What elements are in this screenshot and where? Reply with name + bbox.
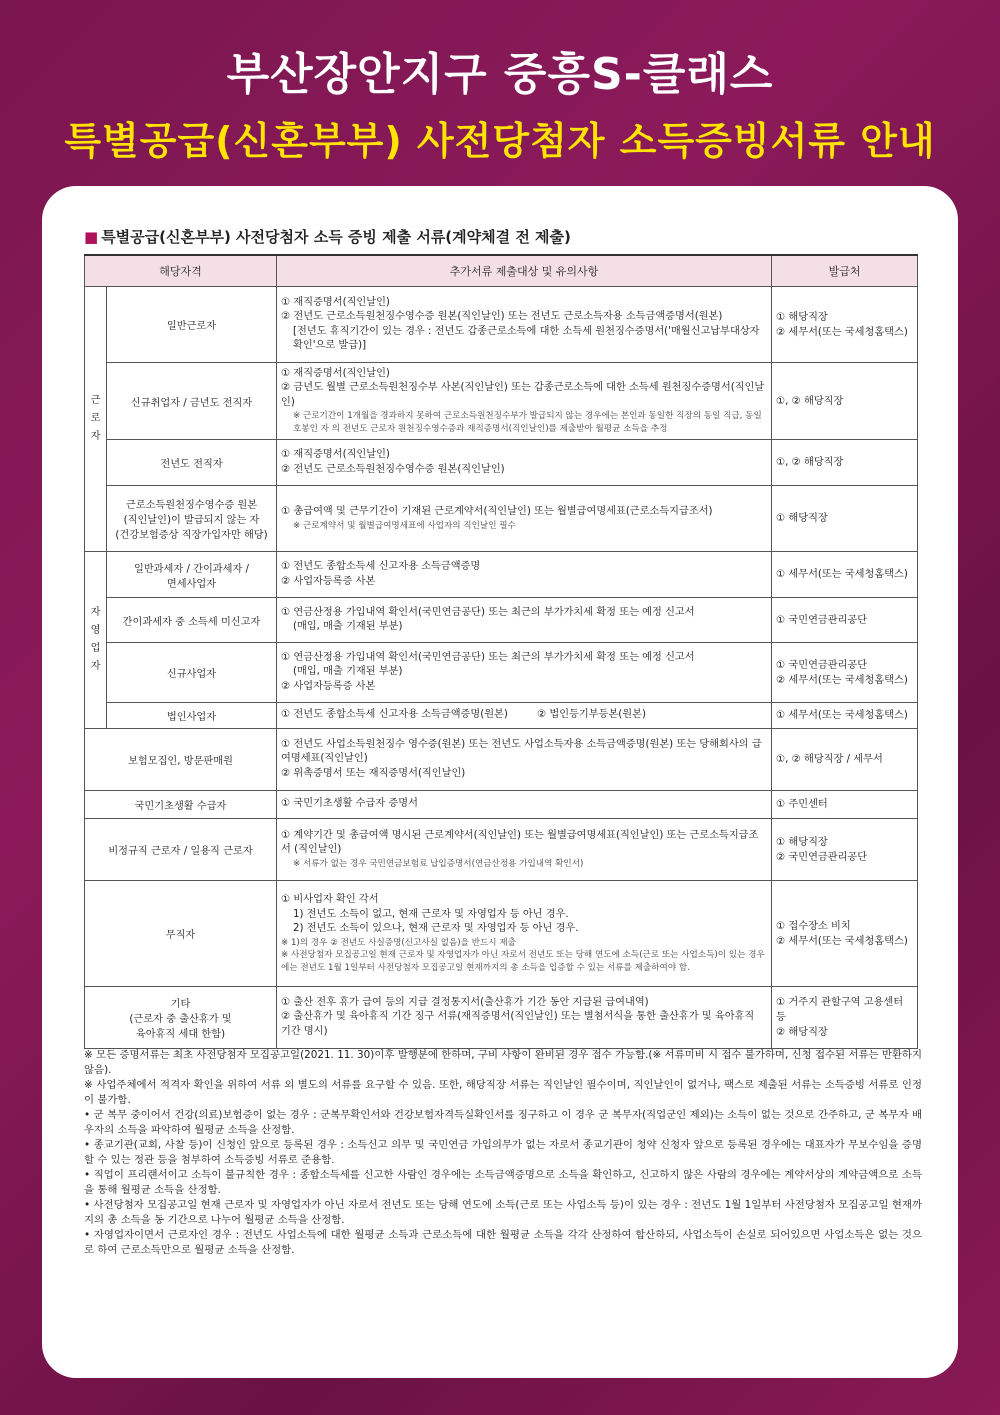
- row-category: 보험모집인, 방문판매원: [85, 729, 277, 791]
- category-line: 일반과세자 / 간이과세자 /: [134, 563, 249, 575]
- page-title: 부산장안지구 중흥S-클래스: [226, 49, 774, 100]
- doc-line: ① 비사업자 확인 각서: [281, 894, 379, 905]
- doc-line: ② 위촉증명서 또는 재직증명서(직인날인): [281, 767, 466, 779]
- table-row: [85, 643, 918, 703]
- doc-line: ① 연금산정용 가입내역 확인서(국민연금공단) 또는 최근의 부가가치세 확정 또는 예정 신고서: [281, 606, 695, 618]
- square-bullet-icon: ■: [84, 228, 99, 246]
- issuer-line: ① 해당직장: [776, 836, 828, 848]
- table-row: [85, 598, 918, 643]
- row-documents: [277, 987, 772, 1049]
- row-documents: [277, 819, 772, 881]
- row-category: 무직자: [85, 881, 277, 987]
- doc-line: ① 재직증명서(직인날인): [281, 296, 390, 308]
- table-row: [85, 881, 918, 987]
- table-row: [85, 729, 918, 791]
- notes-section: [84, 1048, 922, 1258]
- issuer-line: ② 국민연금관리공단: [776, 851, 868, 863]
- issuer-line: ② 세무서(또는 국세청홈택스): [776, 326, 908, 338]
- issuer-line: ② 세무서(또는 국세청홈택스): [776, 935, 908, 947]
- doc-note: ※ 사전당첨자 모집공고일 현재 근로자 및 자영업자가 아닌 자로서 전년도 또는 당해 연도에 소득(근로 또는 사업소득)이 있는 경우에는 전년도 1월 1일부터 사전당첨자 모집공고일 현재까지의 총 소득을 입증할 수 있는 서류를 제출하여야 함.: [281, 950, 765, 973]
- note-item: • 군 복무 중이어서 건강(의료)보험증이 없는 경우 : 군복무확인서와 건강보험자격득실확인서를 징구하고 이 경우 군 복무자(직업군인 제외)는 소득이 없는 것으로 간주하고, 군 복무자 배우자의 소득을 파악하여 월평균 소득을 산정함.: [84, 1109, 922, 1136]
- category-line: 근로소득원천징수영수증 원본: [125, 500, 258, 511]
- category-line: 육아휴직 세대 한함): [135, 1029, 226, 1040]
- row-issuer: ① 해당직장: [772, 486, 918, 552]
- row-category: 간이과세자 중 소득세 미신고자: [107, 598, 277, 643]
- doc-line: ① 재직증명서(직인날인): [281, 449, 390, 460]
- issuer-line: ① 국민연금관리공단: [776, 659, 868, 671]
- row-documents: ① 국민기초생활 수급자 증명서: [277, 791, 772, 819]
- row-category: 신규사업자: [107, 643, 277, 703]
- header-documents: 추가서류 제출대상 및 유의사항: [277, 255, 772, 287]
- doc-line: 2) 전년도 소득이 있으나, 현재 근로자 및 자영업자 등 아닌 경우.: [293, 923, 579, 934]
- category-line: 면세사업자: [166, 578, 217, 590]
- category-line: (직인날인)이 발급되지 않는 자: [123, 515, 260, 526]
- row-issuer: ①, ② 해당직장 / 세무서: [772, 729, 918, 791]
- row-category: 전년도 전직자: [107, 440, 277, 486]
- row-documents: [277, 363, 772, 440]
- note-item: • 종교기관(교회, 사찰 등)이 신청인 앞으로 등록된 경우 : 소득신고 의무 및 국민연금 가입의무가 없는 자로서 종교기관이 청약 신청자 앞으로 등록된 경우에는 대표자가 무보수임을 증명할 수 있는 정관 등을 첨부하여 소득증빙 서류로 준용함.: [84, 1139, 922, 1166]
- table-row: [85, 552, 918, 598]
- group-worker: 근 로 자: [85, 287, 107, 552]
- row-documents: [277, 598, 772, 643]
- note-item: ※ 모든 증명서류는 최초 사전당첨자 모집공고일(2021. 11. 30)이후 발행분에 한하며, 구비 사항이 완비된 경우 접수 가능함.(※ 서류미비 시 접수 불가하며, 신청 접수된 서류는 반환하지 않음).: [84, 1049, 922, 1076]
- doc-note: ※ 근로계약서 및 월별급여명세표에 사업자의 직인날인 필수: [293, 520, 516, 531]
- row-issuer: [772, 987, 918, 1049]
- doc-line: ① 전년도 종합소득세 신고자용 소득금액증명(원본): [281, 709, 508, 721]
- doc-line: ② 법인등기부등본(원본): [537, 709, 646, 721]
- category-line: (근로자 중 출산휴가 및: [129, 1014, 232, 1025]
- row-issuer: ① 세무서(또는 국세청홈택스): [772, 552, 918, 598]
- table-header-row: [85, 255, 918, 287]
- table-row: [85, 486, 918, 552]
- row-category: 신규취업자 / 금년도 전직자: [107, 363, 277, 440]
- row-documents: [277, 552, 772, 598]
- row-category: 비정규직 근로자 / 일용직 근로자: [85, 819, 277, 881]
- row-documents: [277, 486, 772, 552]
- doc-line: ② 전년도 근로소득원천징수영수증 원본(직인날인): [281, 463, 505, 475]
- row-category: 일반근로자: [107, 287, 277, 363]
- doc-line: ② 전년도 근로소득원천징수영수증 원본(직인날인) 또는 전년도 근로소득자용 소득금액증명서(원본): [281, 311, 723, 322]
- row-issuer: ①, ② 해당직장: [772, 440, 918, 486]
- section-title: [84, 226, 571, 247]
- doc-note: ※ 서류가 없는 경우 국민연금보험료 납입증명서(연금산정용 가입내역 확인서): [293, 858, 584, 869]
- table-row: [85, 440, 918, 486]
- note-item: • 사전당첨자 모집공고일 현재 근로자 및 자영업자가 아닌 자로서 전년도 또는 당해 연도에 소득(근로 또는 사업소득 등)이 있는 경우 : 전년도 1월 1일부터 사전당첨자 모집공고일 현재까지의 총 소득을 동 기간으로 나누어 월평균 소득을 산정함.: [84, 1199, 922, 1226]
- doc-line: (매입, 매출 기재된 부분): [293, 666, 403, 678]
- doc-line: ① 연금산정용 가입내역 확인서(국민연금공단) 또는 최근의 부가가치세 확정 또는 예정 신고서: [281, 651, 695, 663]
- table-row: [85, 363, 918, 440]
- doc-line: 1) 전년도 소득이 없고, 현재 근로자 및 자영업자 등 아닌 경우.: [293, 908, 569, 920]
- row-documents: [277, 643, 772, 703]
- header-qualification: 해당자격: [85, 255, 277, 287]
- row-issuer: [772, 287, 918, 363]
- row-issuer: ① 세무서(또는 국세청홈택스): [772, 703, 918, 729]
- doc-line: ① 전년도 사업소득원천징수 영수증(원본) 또는 전년도 사업소득자용 소득금액증명(원본) 또는 당해회사의 급여명세표(직인날인): [281, 738, 762, 765]
- issuer-line: ② 세무서(또는 국세청홈택스): [776, 674, 908, 686]
- table-row: [85, 287, 918, 363]
- note-item: • 직업이 프리랜서이고 소득이 불규칙한 경우 : 종합소득세를 신고한 사람인 경우에는 소득금액증명으로 소득을 확인하고, 신고하지 않은 사람의 경우에는 계약서상의 계약금액으로 소득을 통해 월평균 소득을 산정함.: [84, 1169, 922, 1196]
- doc-line: ② 사업자등록증 사본: [281, 680, 376, 692]
- table-row: [85, 791, 918, 819]
- doc-note: ※ 근로기간이 1개월을 경과하지 못하여 근로소득원천징수부가 발급되지 않는 경우에는 본인과 동일한 직장의 동일 직급, 동일 호봉인 자 의 전년도 근로자 원천징수영수증과 재직증명서(직인날인)를 제출받아 월평균 소득을 추정: [293, 411, 762, 434]
- issuer-line: ① 접수장소 비치: [776, 920, 851, 932]
- income-documents-table: [84, 254, 918, 1049]
- row-documents: [277, 440, 772, 486]
- doc-line: ① 재직증명서(직인날인): [281, 367, 390, 379]
- note-item: ※ 사업주체에서 적격자 확인을 위하여 서류 외 별도의 서류를 요구할 수 있음. 또한, 해당직장 서류는 직인날인 필수이며, 직인날인이 없거나, 팩스로 제출된 서류는 소득증빙 서류로 인정이 불가함.: [84, 1079, 922, 1106]
- issuer-line: ① 거주지 관할구역 고용센터 등: [776, 997, 904, 1023]
- doc-line: ② 사업자등록증 사본: [281, 575, 376, 587]
- doc-line: (매입, 매출 기재된 부분): [293, 621, 403, 632]
- row-issuer: [772, 881, 918, 987]
- row-issuer: ① 주민센터: [772, 791, 918, 819]
- row-documents: [277, 881, 772, 987]
- doc-line: [전년도 휴직기간이 있는 경우 : 전년도 갑종근로소득에 대한 소득세 원천징수증명서('매월신고납부대상자확인'으로 발급)]: [293, 325, 760, 351]
- row-category: [85, 987, 277, 1049]
- category-line: 기타: [170, 999, 191, 1010]
- table-row: [85, 819, 918, 881]
- doc-line: ② 금년도 월별 근로소득원천징수부 사본(직인날인) 또는 갑종근로소득에 대한 소득세 원천징수증명서(직인날인): [281, 382, 765, 408]
- doc-line: ① 계약기간 및 총급여액 명시된 근로계약서(직인날인) 또는 월별급여명세표(직인날인) 또는 근로소득지급조서 (직인날인): [281, 829, 759, 856]
- section-title-text: 특별공급(신혼부부) 사전당첨자 소득 증빙 제출 서류(계약체결 전 제출): [101, 228, 571, 246]
- doc-line: ① 전년도 종합소득세 신고자용 소득금액증명: [281, 561, 481, 572]
- doc-line: ① 출산 전후 휴가 급여 등의 지급 결정통지서(출산휴가 기간 동안 지급된 급여내역): [281, 996, 649, 1008]
- category-line: (건강보험증상 직장가입자만 해당): [115, 530, 268, 541]
- row-issuer: ① 국민연금관리공단: [772, 598, 918, 643]
- document-card: [42, 186, 958, 1378]
- note-item: • 자영업자이면서 근로자인 경우 : 전년도 사업소득에 대한 월평균 소득과 근로소득에 대한 월평균 소득을 각각 산정하여 합산하되, 사업소득이 손실로 되어있으면 사업소득은 없는 것으로 하여 근로소득만으로 월평균 소득을 산정함.: [84, 1229, 922, 1256]
- row-category: [107, 486, 277, 552]
- issuer-line: ② 해당직장: [776, 1027, 828, 1038]
- row-documents: [277, 703, 772, 729]
- row-issuer: [772, 643, 918, 703]
- row-category: 법인사업자: [107, 703, 277, 729]
- table-row: [85, 987, 918, 1049]
- row-category: 국민기초생활 수급자: [85, 791, 277, 819]
- doc-line: ② 출산휴가 및 육아휴직 기간 징구 서류(재직증명서(직인날인) 또는 별첨서식을 통한 출산휴가 및 육아휴직 기간 명시): [281, 1011, 755, 1037]
- row-category: [107, 552, 277, 598]
- header-issuer: 발급처: [772, 255, 918, 287]
- page-subtitle: 특별공급(신혼부부) 사전당첨자 소득증빙서류 안내: [64, 119, 936, 163]
- row-documents: [277, 287, 772, 363]
- table-row: [85, 703, 918, 729]
- row-documents: [277, 729, 772, 791]
- group-self-employed: 자 영 업 자: [85, 552, 107, 729]
- row-issuer: [772, 819, 918, 881]
- doc-note: ※ 1)의 경우 ② 전년도 사실증명(신고사실 없음)을 반드시 제출: [281, 937, 516, 948]
- doc-line: ① 총급여액 및 근무기간이 기재된 근로계약서(직인날인) 또는 월별급여명세표(근로소득지급조서): [281, 506, 713, 517]
- issuer-line: ① 해당직장: [776, 311, 828, 323]
- row-issuer: ①, ② 해당직장: [772, 363, 918, 440]
